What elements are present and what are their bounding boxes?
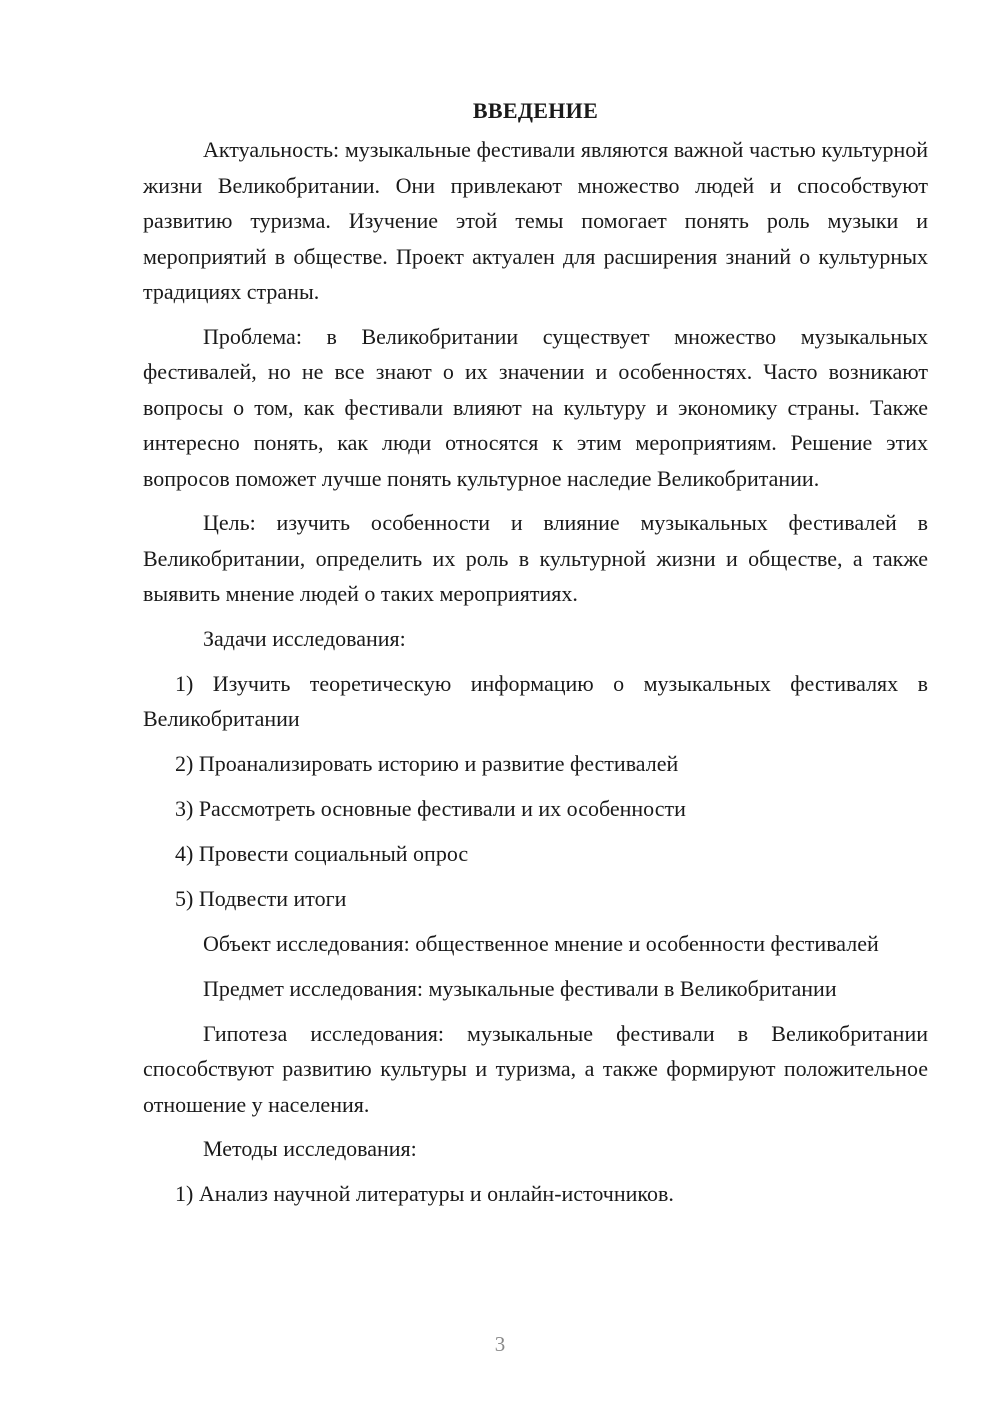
problem-paragraph: Проблема: в Великобритании существует множество музыкальных фестивалей, но не все знают о их значении и особенностях. Часто возникают вопросы о том, как фестивали влияют на культуру и экономику страны. Также интересно понять, как люди относятся к этим мероприятиям. Решение этих вопросов поможет лучше понять культурное наследие Великобритании.: [143, 323, 928, 491]
subject-paragraph: Предмет исследования: музыкальные фестивали в Великобритании: [203, 975, 837, 1001]
document-page: [143, 96, 928, 1221]
task-item-5: 5) Подвести итоги: [175, 886, 347, 911]
task-item-4: 4) Провести социальный опрос: [175, 841, 469, 866]
object-paragraph: Объект исследования: общественное мнение и особенности фестивалей: [203, 931, 879, 956]
task-item-2: 2) Проанализировать историю и развитие фестивалей: [175, 751, 679, 776]
relevance-paragraph: Актуальность: музыкальные фестивали являются важной частью культурной жизни Великобритании. Они привлекают множество людей и способствуют развитию туризма. Изучение этой темы помогает понять роль музыки и мероприятий в обществе. Проект актуален для расширения знаний о культурных традициях страны.: [143, 137, 928, 304]
page-title: ВВЕДЕНИЕ: [472, 98, 599, 123]
methods-heading: Методы исследования:: [203, 1136, 417, 1161]
method-item-1: 1) Анализ научной литературы и онлайн-источников.: [175, 1181, 674, 1206]
hypothesis-paragraph: Гипотеза исследования: музыкальные фестивали в Великобритании способствуют развитию культуры и туризма, а также формируют положительное отношение у населения.: [143, 1020, 928, 1117]
page-number: 3: [494, 1332, 506, 1356]
tasks-heading: Задачи исследования:: [203, 625, 406, 651]
goal-paragraph: Цель: изучить особенности и влияние музыкальных фестивалей в Великобритании, определить их роль в культурной жизни и обществе, а также выявить мнение людей о таких мероприятиях.: [143, 510, 928, 606]
task-item-3: 3) Рассмотреть основные фестивали и их особенности: [175, 796, 686, 821]
task-item-1: 1) Изучить теоретическую информацию о музыкальных фестивалях в Великобритании: [143, 670, 928, 731]
